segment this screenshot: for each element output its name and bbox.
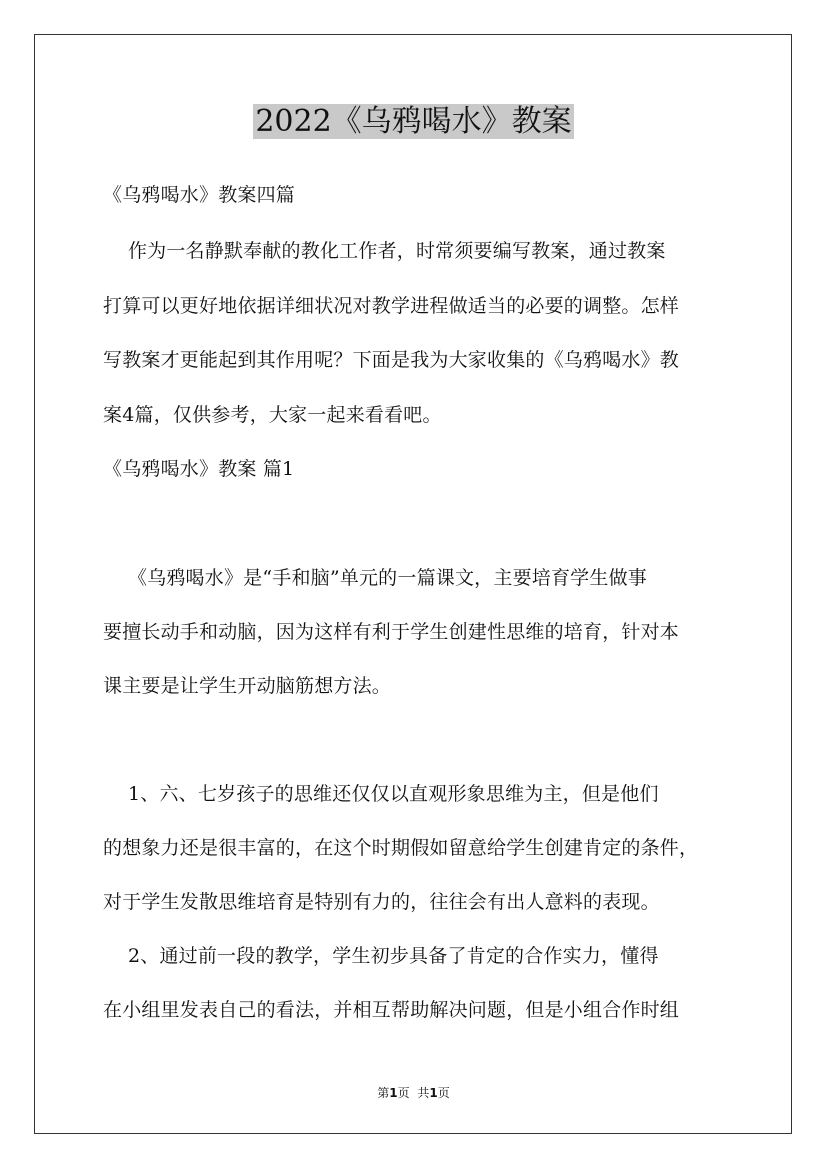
paragraph-line: 打算可以更好地依据详细状况对教学进程做适当的必要的调整。怎样 xyxy=(103,295,680,317)
paragraph-line: 在小组里发表自己的看法，并相互帮助解决问题，但是小组合作时组 xyxy=(103,999,680,1021)
paragraph-line: 作为一名静默奉献的教化工作者，时常须要编写教案，通过教案 xyxy=(103,240,666,262)
page-prefix: 第 xyxy=(377,1086,390,1100)
total-suffix: 页 xyxy=(437,1086,450,1100)
section-heading: 《乌鸦喝水》教案 篇1 xyxy=(103,458,295,480)
paragraph-line: 对于学生发散思维培育是特别有力的，往往会有出人意料的表现。 xyxy=(103,891,660,913)
paragraph-line: 2、通过前一段的教学，学生初步具备了肯定的合作实力，懂得 xyxy=(103,945,659,967)
document-title: 2022《乌鸦喝水》教案 xyxy=(255,104,572,139)
paragraph-line: 1、六、七岁孩子的思维还仅仅以直观形象思维为主，但是他们 xyxy=(103,783,659,805)
paragraph-line: 写教案才更能起到其作用呢？下面是我为大家收集的《乌鸦喝水》教 xyxy=(103,349,680,371)
total-prefix: 共 xyxy=(417,1086,430,1100)
paragraph-line: 课主要是让学生开动脑筋想方法。 xyxy=(103,675,392,697)
subtitle-line: 《乌鸦喝水》教案四篇 xyxy=(103,184,296,206)
page-footer xyxy=(0,1084,827,1101)
paragraph-line: 要擅长动手和动脑，因为这样有利于学生创建性思维的培育，针对本 xyxy=(103,621,680,643)
total-pages: 1 xyxy=(429,1086,438,1100)
paragraph-line: 的想象力还是很丰富的，在这个时期假如留意给学生创建肯定的条件， xyxy=(103,837,699,859)
document-title-wrap xyxy=(0,100,827,144)
paragraph-line: 案4篇，仅供参考，大家一起来看看吧。 xyxy=(103,404,442,426)
page-suffix: 页 xyxy=(397,1086,410,1100)
paragraph-line: 《乌鸦喝水》是“手和脑”单元的一篇课文，主要培育学生做事 xyxy=(103,567,647,589)
page-number: 1 xyxy=(389,1086,398,1100)
